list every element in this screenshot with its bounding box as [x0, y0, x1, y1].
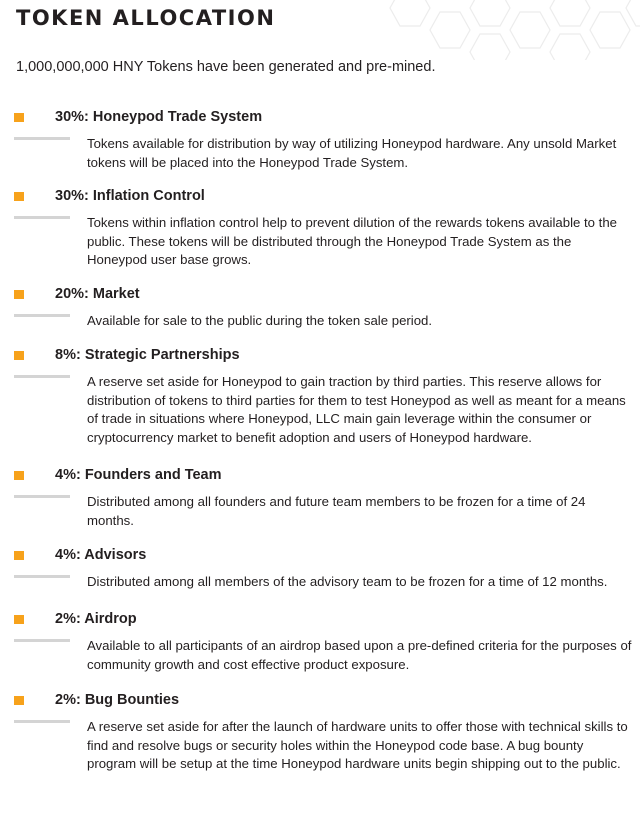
allocation-description: Available for sale to the public during the token sale period. [87, 313, 433, 328]
divider-rule [14, 137, 70, 140]
allocation-description: Distributed among all founders and future team members to be frozen for a time of 24 months. [87, 494, 586, 528]
allocation-heading: 20%: Market [55, 286, 140, 302]
divider-rule [14, 575, 70, 578]
allocation-description: A reserve set aside for after the launch of hardware units to offer those with technical skills to find and resolve bugs or security holes within the Honeypod code base. A bug bounty program will be setup at the time Honeypod hardware units begin shipping out to the public. [87, 719, 628, 771]
allocation-description: Distributed among all members of the advisory team to be frozen for a time of 12 months. [87, 574, 608, 589]
intro-text: 1,000,000,000 HNY Tokens have been generated and pre-mined. [16, 59, 436, 75]
square-bullet-icon [14, 615, 24, 624]
square-bullet-icon [14, 113, 24, 122]
square-bullet-icon [14, 696, 24, 705]
divider-rule [14, 720, 70, 723]
square-bullet-icon [14, 192, 24, 201]
allocation-description: Tokens available for distribution by way of utilizing Honeypod hardware. Any unsold Market tokens will be placed into the Honeypod Trade System. [87, 136, 617, 170]
divider-rule [14, 639, 70, 642]
allocation-heading: 4%: Founders and Team [55, 467, 222, 483]
allocation-heading: 30%: Honeypod Trade System [55, 109, 263, 125]
divider-rule [14, 314, 70, 317]
allocation-description: Tokens within inflation control help to prevent dilution of the rewards tokens available to the public. These tokens will be distributed through the Honeypod Trade System as the Honeypod user base grows. [87, 215, 618, 267]
divider-rule [14, 216, 70, 219]
allocation-description: A reserve set aside for Honeypod to gain traction by third parties. This reserve allows for distribution of tokens to third parties for them to test Honeypod as well as meant for a means of trade in situations where Honeypod, LLC main gain leverage within the consumer or cryptocurrency market to benefit adoption and users of Honeypod hardware. [87, 374, 626, 445]
divider-rule [14, 375, 70, 378]
allocation-heading: 30%: Inflation Control [55, 188, 205, 204]
square-bullet-icon [14, 551, 24, 560]
allocation-heading: 2%: Bug Bounties [55, 692, 180, 708]
square-bullet-icon [14, 290, 24, 299]
square-bullet-icon [14, 351, 24, 360]
page-title: TOKEN ALLOCATION [16, 6, 276, 30]
allocation-description: Available to all participants of an airdrop based upon a pre-defined criteria for the purposes of community growth and cost effective product exposure. [87, 638, 632, 672]
divider-rule [14, 495, 70, 498]
allocation-heading: 2%: Airdrop [55, 611, 137, 627]
allocation-heading: 8%: Strategic Partnerships [55, 347, 240, 363]
square-bullet-icon [14, 471, 24, 480]
allocation-heading: 4%: Advisors [55, 547, 147, 563]
